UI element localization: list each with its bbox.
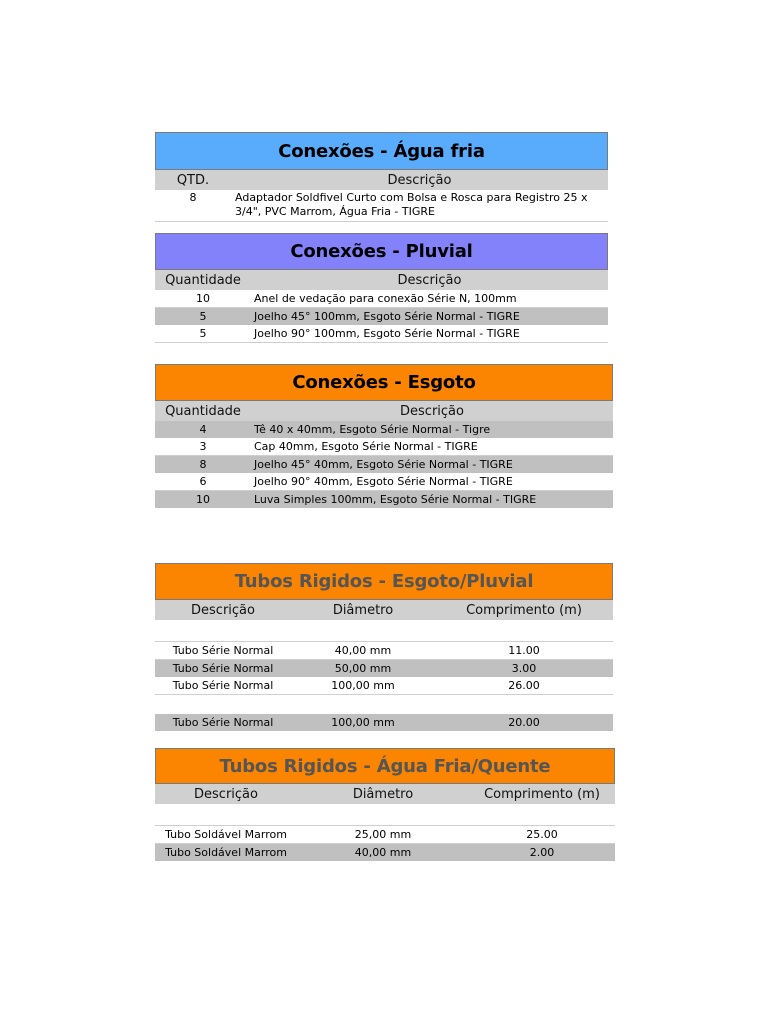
header-descricao: Descrição — [194, 786, 258, 802]
spacer-row — [155, 695, 613, 714]
cell-descricao: Tubo Soldável Marrom — [165, 828, 287, 841]
table-pluvial — [155, 233, 608, 343]
cell-descricao: Luva Simples 100mm, Esgoto Série Normal - TIGRE — [254, 493, 537, 506]
cell-descricao: Joelho 45° 40mm, Esgoto Série Normal - TIGRE — [254, 458, 513, 471]
table-row — [155, 677, 613, 695]
header-quantidade: Quantidade — [165, 272, 241, 288]
cell-descricao-line-1: Adaptador Soldfivel Curto com Bolsa e Rosca para Registro 25 x — [235, 191, 588, 204]
table-row — [155, 714, 613, 731]
cell-descricao: Tubo Série Normal — [172, 662, 274, 675]
table-row — [155, 456, 613, 473]
cell-comprimento: 26.00 — [508, 679, 540, 692]
table-header — [155, 270, 608, 290]
table-row — [155, 325, 608, 343]
cell-diametro: 40,00 mm — [334, 644, 392, 657]
cell-descricao — [231, 191, 608, 219]
table-row — [155, 421, 613, 438]
header-descricao: Descrição — [387, 172, 452, 188]
table-header — [155, 401, 613, 421]
table-row — [155, 491, 613, 508]
header-descricao: Descrição — [400, 403, 464, 419]
table-header — [155, 784, 615, 804]
cell-qtd: 10 — [196, 292, 210, 305]
header-diametro: Diâmetro — [332, 602, 394, 618]
cell-descricao: Tubo Série Normal — [172, 644, 274, 657]
table-row — [155, 308, 608, 325]
table-tubos-esgoto-pluvial — [155, 563, 613, 731]
spacer-row — [155, 804, 615, 826]
table-agua-fria — [155, 132, 608, 222]
cell-descricao: Joelho 90° 40mm, Esgoto Série Normal - TIGRE — [254, 475, 513, 488]
cell-qtd: 3 — [199, 440, 207, 453]
header-descricao: Descrição — [191, 602, 255, 618]
table-row — [155, 290, 608, 308]
spacer-row — [155, 620, 613, 642]
table-row — [155, 826, 615, 844]
table-title: Conexões - Pluvial — [155, 233, 608, 270]
cell-qtd: 5 — [199, 310, 207, 323]
table-row — [155, 473, 613, 491]
table-tubos-agua-fria-quente — [155, 748, 615, 861]
cell-descricao: Tubo Soldável Marrom — [165, 846, 287, 859]
cell-comprimento: 20.00 — [508, 716, 540, 729]
cell-descricao-line-2: 3/4", PVC Marrom, Água Fria - TIGRE — [235, 205, 435, 218]
table-title: Conexões - Esgoto — [155, 364, 613, 401]
cell-diametro: 40,00 mm — [354, 846, 412, 859]
header-comprimento: Comprimento (m) — [466, 602, 582, 618]
table-title: Tubos Rigidos - Água Fria/Quente — [155, 748, 615, 784]
table-row — [155, 438, 613, 456]
table-title: Conexões - Água fria — [155, 132, 608, 170]
table-row — [155, 642, 613, 660]
table-header — [155, 170, 608, 190]
cell-diametro: 100,00 mm — [331, 679, 395, 692]
table-row — [155, 660, 613, 677]
cell-comprimento: 25.00 — [526, 828, 558, 841]
header-descricao: Descrição — [397, 272, 462, 288]
cell-descricao: Tubo Série Normal — [172, 716, 274, 729]
table-esgoto — [155, 364, 613, 508]
table-row — [155, 190, 608, 222]
cell-comprimento: 2.00 — [529, 846, 555, 859]
cell-comprimento: 11.00 — [508, 644, 540, 657]
cell-qtd: 5 — [199, 327, 207, 340]
cell-descricao: Tê 40 x 40mm, Esgoto Série Normal - Tigre — [254, 423, 491, 436]
cell-descricao: Joelho 45° 100mm, Esgoto Série Normal - TIGRE — [254, 310, 520, 323]
cell-qtd: 6 — [199, 475, 207, 488]
header-quantidade: Quantidade — [165, 403, 241, 419]
cell-qtd: 8 — [189, 191, 197, 204]
cell-comprimento: 3.00 — [511, 662, 537, 675]
cell-descricao: Joelho 90° 100mm, Esgoto Série Normal - TIGRE — [254, 327, 520, 340]
cell-diametro: 25,00 mm — [354, 828, 412, 841]
header-diametro: Diâmetro — [352, 786, 414, 802]
table-row — [155, 844, 615, 861]
header-qtd: QTD. — [176, 172, 210, 188]
header-comprimento: Comprimento (m) — [484, 786, 600, 802]
table-header — [155, 600, 613, 620]
table-title: Tubos Rigidos - Esgoto/Pluvial — [155, 563, 613, 600]
cell-diametro: 100,00 mm — [331, 716, 395, 729]
cell-descricao: Tubo Série Normal — [172, 679, 274, 692]
cell-qtd: 4 — [199, 423, 207, 436]
cell-descricao: Anel de vedação para conexão Série N, 100mm — [254, 292, 517, 305]
cell-qtd: 10 — [196, 493, 210, 506]
cell-qtd: 8 — [199, 458, 207, 471]
cell-descricao: Cap 40mm, Esgoto Série Normal - TIGRE — [254, 440, 478, 453]
cell-diametro: 50,00 mm — [334, 662, 392, 675]
